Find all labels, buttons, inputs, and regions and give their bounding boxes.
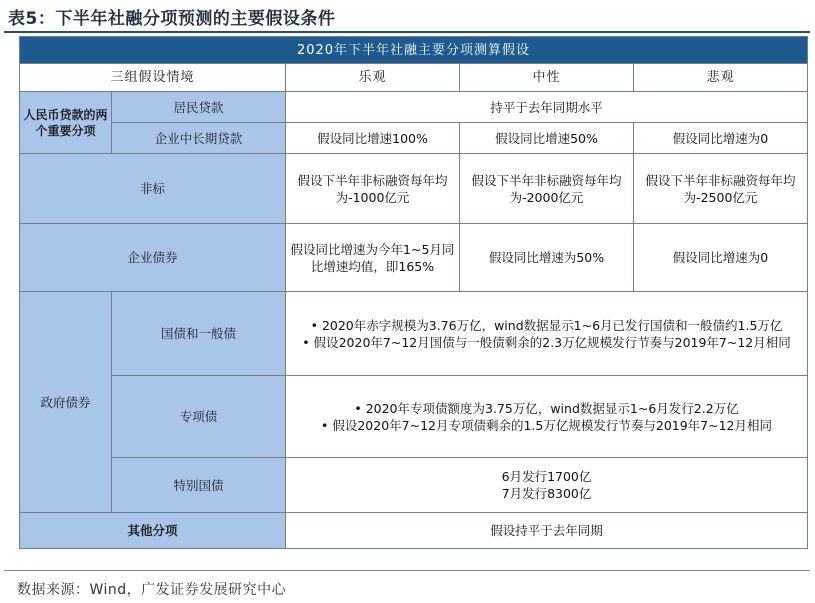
column-header-scenario: 三组假设情境 [20,64,286,92]
special-bonds-line: • 假设2020年7~12月专项债剩余的1.5万亿规模发行节奏与2019年7~12月相同 [321,417,773,433]
enterprise-loans-pessimistic: 假设同比增速为0 [634,123,808,154]
rmb-loans-group-label: 人民币贷款的两个重要分项 [20,92,112,154]
non-standard-label: 非标 [20,154,286,224]
column-header-neutral: 中性 [460,64,634,92]
column-header-pessimistic: 悲观 [634,64,808,92]
special-bonds-value [286,376,808,458]
resident-loans-value: 持平于去年同期水平 [286,92,808,123]
column-header-optimistic: 乐观 [286,64,460,92]
corporate-bonds-label: 企业债券 [20,224,286,292]
treasury-bonds-label: 国债和一般债 [112,292,286,376]
assumptions-table [19,36,808,549]
special-bonds-line: • 2020年专项债额度为3.75万亿，wind数据显示1~6月发行2.2万亿 [354,400,739,416]
non-standard-optimistic: 假设下半年非标融资每年均为-1000亿元 [286,154,460,224]
gov-bonds-group-label: 政府债券 [20,292,112,513]
others-value: 假设持平于去年同期 [286,513,808,549]
others-label: 其他分项 [20,513,286,549]
treasury-bonds-value [286,292,808,376]
treasury-bonds-line: • 2020年赤字规模为3.76万亿，wind数据显示1~6月已发行国债和一般债约1.5万亿 [310,317,783,333]
page-title: 表5：下半年社融分项预测的主要假设条件 [8,9,336,29]
enterprise-loans-optimistic: 假设同比增速100% [286,123,460,154]
treasury-bonds-line: • 假设2020年7~12月国债与一般债剩余的2.3万亿规模发行节奏与2019年7~12月相同 [302,334,791,350]
special-treasury-line: 6月发行1700亿 [501,469,592,484]
source-divider [4,570,810,571]
resident-loans-label: 居民贷款 [112,92,286,123]
table-header: 2020年下半年社融主要分项测算假设 [20,37,808,64]
corporate-bonds-neutral: 假设同比增速为50% [460,224,634,292]
corporate-bonds-pessimistic: 假设同比增速为0 [634,224,808,292]
non-standard-pessimistic: 假设下半年非标融资每年均为-2500亿元 [634,154,808,224]
enterprise-loans-label: 企业中长期贷款 [112,123,286,154]
source-note: 数据来源：Wind，广发证券发展研究中心 [17,582,287,598]
special-treasury-line: 7月发行8300亿 [501,486,592,501]
enterprise-loans-neutral: 假设同比增速50% [460,123,634,154]
special-bonds-label: 专项债 [112,376,286,458]
corporate-bonds-optimistic: 假设同比增速为今年1~5月同比增速均值，即165% [286,224,460,292]
title-divider [4,31,810,33]
special-treasury-label: 特别国债 [112,458,286,513]
special-treasury-value [286,458,808,513]
non-standard-neutral: 假设下半年非标融资每年均为-2000亿元 [460,154,634,224]
